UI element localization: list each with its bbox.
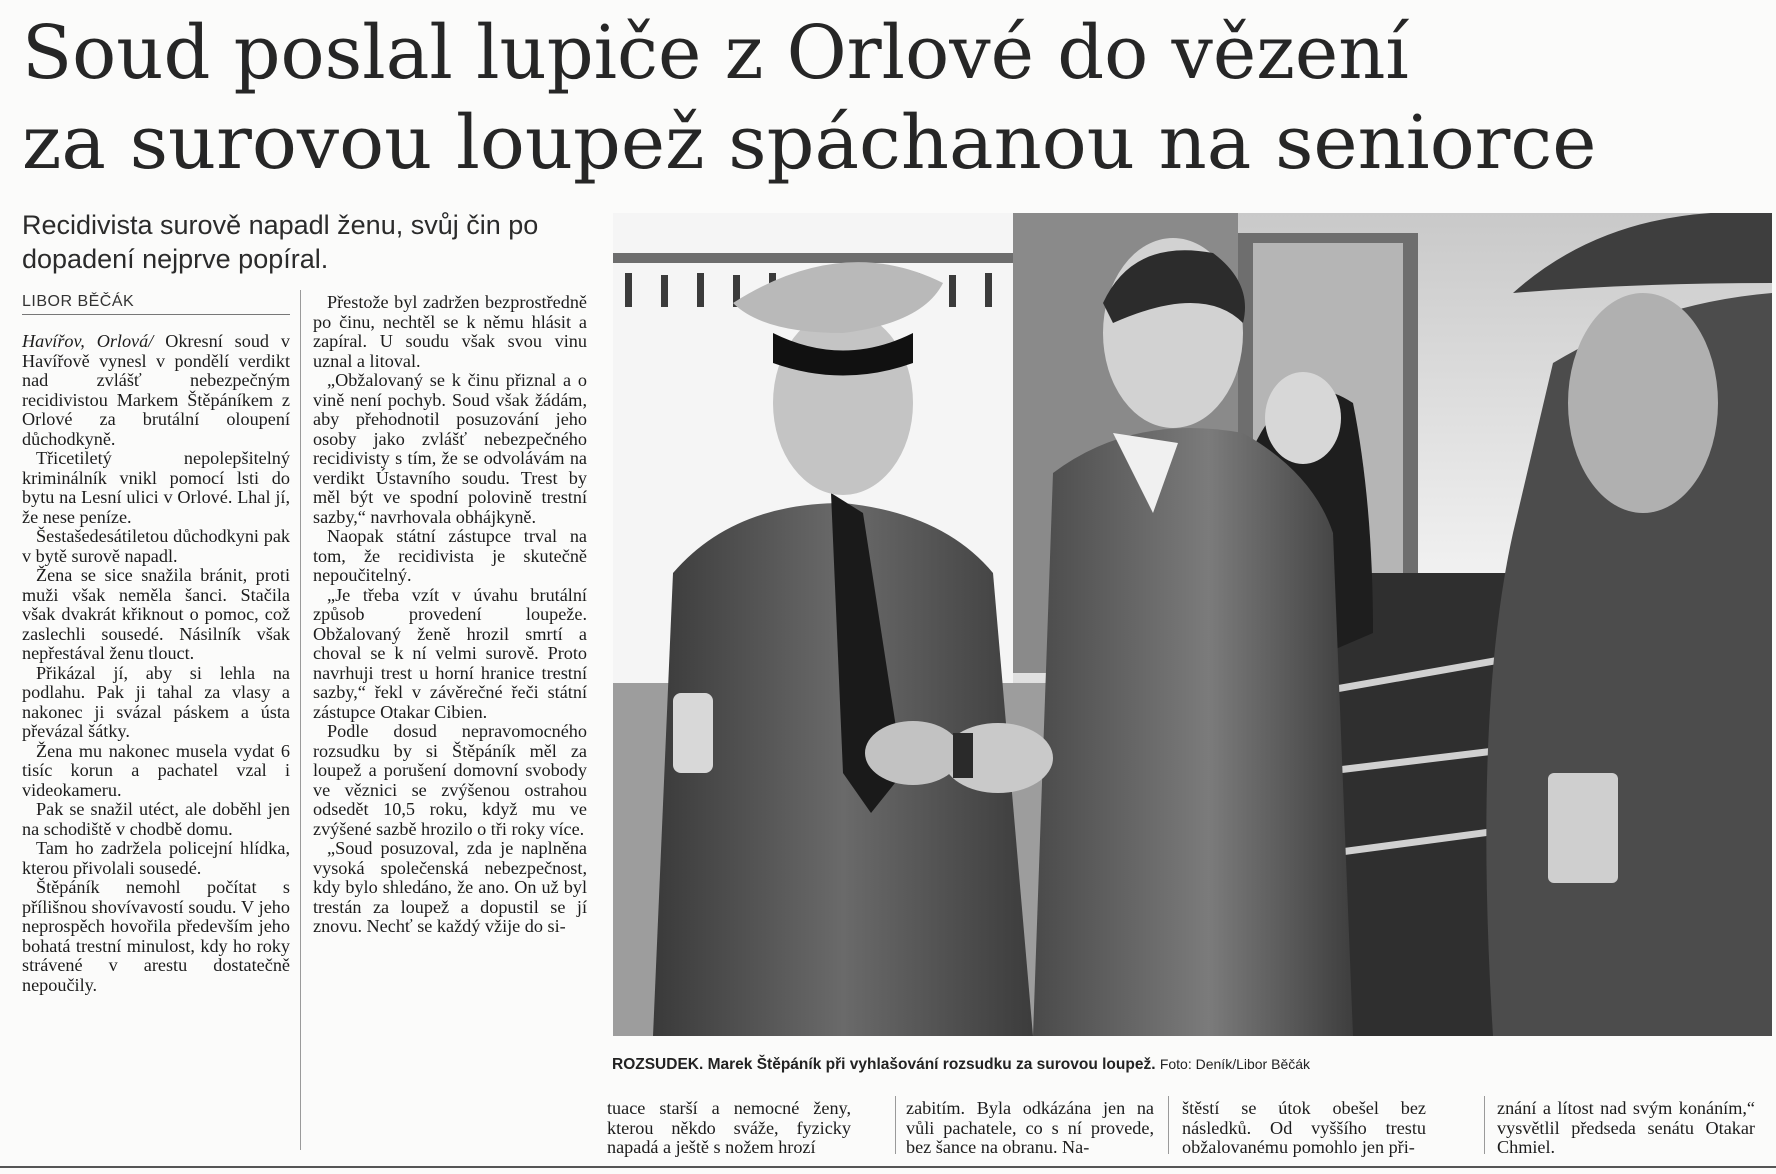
article-column-3: tuace starší a nemocné ženy, kterou někdo sváže, fyzicky napadá a ještě s nožem hrozí (607, 1098, 851, 1157)
subheadline-line-1: Recidivista surově napadl ženu, svůj čin po (22, 210, 539, 240)
column-divider (895, 1096, 896, 1154)
article-column-1 (22, 332, 290, 995)
paragraph: Přestože byl zadržen bezprostředně po činu, nechtěl se k němu hlásit a zapíral. U soudu však svou vinu uznal a litoval. (313, 292, 587, 371)
article-column-2 (313, 293, 587, 937)
dateline: Havířov, Orlová/ (22, 331, 154, 351)
article-column-6: znání a lítost nad svým konáním,“ vysvětlil předseda senátu Otakar Chmiel. (1497, 1098, 1755, 1157)
photo-credit: Foto: Deník/Libor Běčák (1159, 1056, 1311, 1072)
caption-text: Marek Štěpáník při vyhlašování rozsudku za surovou loupež. (707, 1056, 1156, 1073)
article-column-5: štěstí se útok obešel bez následků. Od vyššího trestu obžalovanému pomohlo jen při- (1182, 1098, 1426, 1157)
paragraph: „Obžalovaný se k činu přiznal a o vině není pochyb. Soud však žádám, aby přehodnotil posuzování jeho osoby jako zvlášť nebezpečného recidivisty s tím, že se odvolávám na verdikt Ústavního soudu. Trest by měl být ve spodní polovině trestní sazby,“ navrhovala obhájkyně. (313, 370, 587, 527)
column-divider (1168, 1096, 1169, 1154)
paragraph: Přikázal jí, aby si lehla na podlahu. Pak ji tahal za vlasy a nakonec ji svázal páskem a ústa převázal šátky. (22, 662, 290, 741)
subheadline (22, 208, 538, 276)
paragraph: Tam ho zadržela policejní hlídka, kterou přivolali sousedé. (22, 838, 290, 878)
column-divider (1484, 1096, 1485, 1154)
paragraph: Pak se snažil utéct, ale doběhl jen na schodiště v chodbě domu. (22, 799, 290, 839)
paragraph: Třicetiletý nepolepšitelný kriminálník vnikl pomocí lsti do bytu na Lesní ulici v Orlové. Lhal jí, že nese peníze. (22, 448, 290, 527)
paragraph-text: Okresní soud v Havířově vynesl v pondělí verdikt nad zvlášť nebezpečným recidivistou Markem Štěpáníkem z Orlové za brutální oloupení důchodkyně. (22, 331, 291, 449)
court-photo (613, 213, 1772, 1036)
paragraph: Žena mu nakonec musela vydat 6 tisíc korun a pachatel vzal i videokameru. (22, 740, 290, 800)
paragraph (22, 332, 290, 449)
byline: LIBOR BĚČÁK (22, 293, 290, 315)
page-bottom-rule (0, 1166, 1776, 1168)
paragraph: „Je třeba vzít v úvahu brutální způsob provedení loupeže. Obžalovaný ženě hrozil smrtí a choval se k ní velmi surově. Proto navrhuji trest u horní hranice trestní sazby,“ řekl v závěrečné řeči státní zástupce Otakar Cibien. (313, 584, 587, 722)
paragraph: Naopak státní zástupce trval na tom, že recidivista je skutečně nepoučitelný. (313, 526, 587, 585)
paragraph: „Soud posuzoval, zda je naplněna vysoká společenská nebezpečnost, kdy bylo shledáno, že ano. On už byl trestán za loupež a dopustil se jí znovu. Nechť se každý vžije do si- (313, 838, 587, 936)
article-column-4: zabitím. Byla odkázána jen na vůli pachatele, co s ní provede, bez šance na obranu. Na- (906, 1098, 1154, 1157)
paragraph: Podle dosud nepravomocného rozsudku by si Štěpáník měl za loupež a porušení domovní svobody ve věznici se zvýšenou ostrahou odsedět 10,5 roku, když mu ve zvýšené sazbě hrozilo o tři roky více. (313, 721, 587, 839)
paragraph: Štěpáník nemohl počítat s přílišnou shovívavostí soudu. V jeho neprospěch hovořila především jeho bohatá trestní minulost, kdy ho roky strávené v arestu dostatečně nepoučily. (22, 877, 290, 995)
column-divider (300, 290, 301, 1150)
paragraph: Žena se sice snažila bránit, proti muži však neměla šanci. Stačila však dvakrát křiknout o pomoc, což zaslechli sousedé. Násilník však nepřestával ženu tlouct. (22, 565, 290, 663)
photo-caption (612, 1054, 1772, 1075)
headline-line-2: za surovou loupež spáchanou na seniorce (22, 100, 1597, 186)
paragraph: Šestašedesátiletou důchodkyni pak v bytě surově napadl. (22, 526, 290, 566)
subheadline-line-2: dopadení nejprve popíral. (22, 244, 329, 274)
headline-line-1: Soud poslal lupiče z Orlové do vězení (22, 10, 1409, 96)
caption-label: ROZSUDEK. (612, 1056, 704, 1073)
